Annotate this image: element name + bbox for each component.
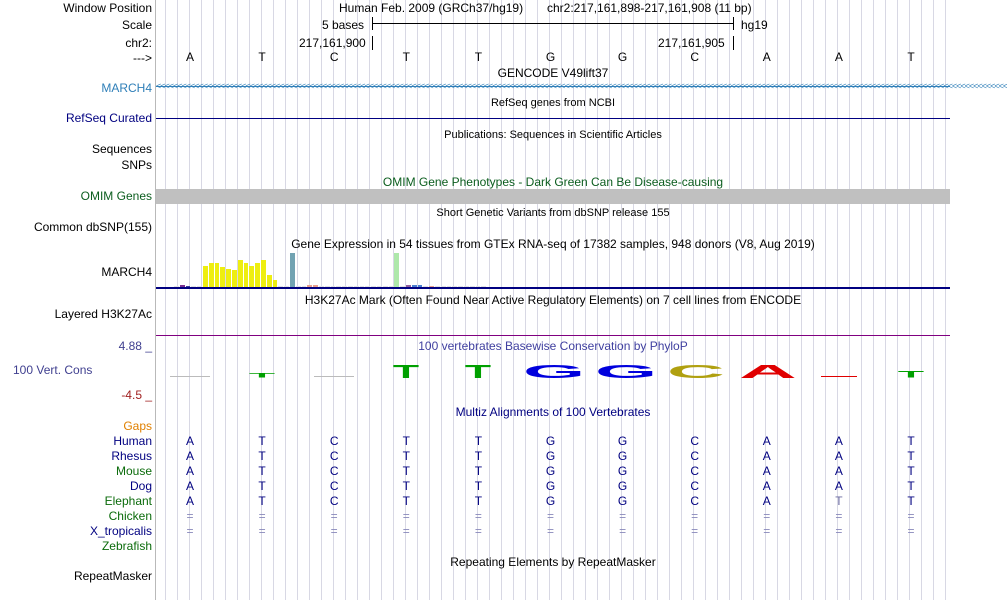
aligned-base: T (474, 479, 483, 493)
reference-base: T (258, 50, 266, 64)
aligned-base: A (834, 434, 843, 448)
aligned-base: A (834, 449, 843, 463)
omim-track-label[interactable]: OMIM Genes (80, 189, 152, 203)
aligned-base: = (619, 509, 627, 523)
aligned-base: T (258, 449, 266, 463)
aligned-base: C (690, 449, 700, 463)
gtex-tissue-bar[interactable] (226, 269, 231, 287)
gtex-tissue-bar[interactable] (203, 266, 208, 287)
species-label[interactable]: Zebrafish (101, 539, 152, 553)
aligned-base: C (329, 494, 339, 508)
h3k27ac-track-label[interactable]: Layered H3K27Ac (54, 307, 152, 321)
reference-base: C (690, 50, 700, 64)
aligned-base: T (474, 449, 483, 463)
aligned-base: = (619, 524, 627, 538)
aligned-base: T (258, 494, 266, 508)
aligned-base: T (474, 494, 483, 508)
gtex-tissue-bar[interactable] (238, 260, 243, 287)
phylop-min-label: -4.5 _ (121, 388, 152, 402)
reference-base: T (907, 50, 915, 64)
aligned-base: T (907, 464, 915, 478)
multiz-track-title: Multiz Alignments of 100 Vertebrates (455, 405, 651, 419)
gencode-track-label[interactable]: MARCH4 (101, 81, 152, 95)
aligned-base: T (402, 464, 410, 478)
phylop-base-glyph: G (594, 362, 657, 383)
aligned-base: C (329, 434, 339, 448)
aligned-base: T (907, 494, 915, 508)
phylop-track-title: 100 vertebrates Basewise Conservation by PhyloP (418, 339, 688, 353)
aligned-base: T (258, 464, 266, 478)
aligned-base: G (617, 479, 628, 493)
species-label[interactable]: Mouse (115, 464, 152, 478)
aligned-base: = (258, 524, 266, 538)
phylop-neutral-mark (170, 376, 210, 377)
gencode-gene-feature[interactable] (156, 80, 1007, 93)
reference-base: G (545, 50, 556, 64)
assembly-name: Human Feb. 2009 (GRCh37/hg19) (339, 1, 524, 15)
aligned-base: A (834, 479, 843, 493)
aligned-base: = (835, 509, 843, 523)
aligned-base: = (691, 524, 699, 538)
reference-base: A (185, 50, 194, 64)
gtex-tissue-bar[interactable] (249, 266, 254, 287)
aligned-base: = (330, 509, 338, 523)
gtex-tissue-bar[interactable] (209, 263, 214, 287)
reference-base: A (762, 50, 771, 64)
coord-tick-right (733, 36, 734, 50)
reference-base: T (402, 50, 410, 64)
aligned-base: T (907, 434, 915, 448)
aligned-base: = (546, 524, 554, 538)
phylop-base-glyph: T (465, 362, 492, 383)
refseq-track-label[interactable]: RefSeq Curated (65, 111, 152, 125)
aligned-base: T (258, 434, 266, 448)
aligned-base: = (835, 524, 843, 538)
aligned-base: T (907, 449, 915, 463)
aligned-base: C (690, 434, 700, 448)
coord-left: 217,161,900 (299, 36, 366, 50)
publications-track-label-sequences[interactable]: Sequences (91, 142, 152, 156)
species-label[interactable]: Rhesus (111, 449, 152, 463)
phylop-base-glyph: A (738, 362, 797, 383)
h3k27ac-track-title: H3K27Ac Mark (Often Found Near Active Regulatory Elements) on 7 cell lines from ENCODE (304, 293, 802, 307)
aligned-base: G (617, 494, 628, 508)
reference-base: A (834, 50, 843, 64)
repeatmasker-track-label[interactable]: RepeatMasker (73, 569, 152, 583)
gtex-track-label[interactable]: MARCH4 (101, 265, 152, 279)
gtex-tissue-bar[interactable] (261, 260, 266, 287)
publications-track-label-snps[interactable]: SNPs (121, 158, 152, 172)
repeatmasker-track-title: Repeating Elements by RepeatMasker (450, 555, 656, 569)
omim-track-title: OMIM Gene Phenotypes - Dark Green Can Be Disease-causing (382, 175, 724, 189)
h3k27ac-baseline (156, 335, 950, 336)
gtex-tissue-bar[interactable] (290, 253, 295, 287)
aligned-base: G (545, 494, 556, 508)
refseq-gene-line[interactable] (156, 118, 950, 119)
aligned-base: C (329, 449, 339, 463)
scale-bar (372, 23, 733, 24)
coord-right: 217,161,905 (658, 36, 725, 50)
aligned-base: A (762, 464, 771, 478)
aligned-base: = (474, 509, 482, 523)
aligned-base: = (474, 524, 482, 538)
gtex-bar-chart[interactable] (174, 253, 494, 287)
aligned-base: G (545, 464, 556, 478)
publications-track-title: Publications: Sequences in Scientific Articles (444, 129, 662, 141)
gtex-baseline (156, 287, 950, 289)
aligned-base: A (185, 479, 194, 493)
aligned-base: A (834, 464, 843, 478)
species-label[interactable]: Human (113, 434, 152, 448)
scale-label: Scale (121, 18, 152, 32)
refseq-track-title: RefSeq genes from NCBI (490, 97, 616, 109)
scale-bar-tick-right (733, 17, 734, 30)
aligned-base: = (258, 509, 266, 523)
aligned-base: = (691, 509, 699, 523)
aligned-base: A (762, 494, 771, 508)
aligned-base: = (402, 524, 410, 538)
aligned-base: C (690, 479, 700, 493)
db-name: hg19 (741, 18, 768, 32)
gencode-track-title: GENCODE V49lift37 (497, 66, 609, 80)
aligned-base: A (185, 464, 194, 478)
gtex-tissue-bar[interactable] (220, 267, 225, 287)
aligned-base: G (545, 479, 556, 493)
aligned-base: C (690, 464, 700, 478)
chr-label: chr2: (125, 36, 152, 50)
gtex-tissue-bar[interactable] (255, 263, 260, 287)
phylop-base-glyph: T (249, 371, 276, 379)
aligned-base: = (907, 524, 915, 538)
gtex-tissue-bar[interactable] (215, 263, 220, 287)
aligned-base: = (763, 524, 771, 538)
phylop-neutral-mark (314, 376, 354, 377)
gtex-track-title: Gene Expression in 54 tissues from GTEx RNA-seq of 17382 samples, 948 donors (V8, Aug 2019) (291, 237, 815, 251)
aligned-base: A (762, 449, 771, 463)
gtex-tissue-bar[interactable] (232, 270, 237, 287)
aligned-base: G (617, 434, 628, 448)
aligned-base: A (185, 434, 194, 448)
phylop-low-mark (821, 376, 857, 377)
phylop-base-glyph: T (897, 369, 925, 380)
aligned-base: T (907, 479, 915, 493)
gtex-tissue-bar[interactable] (273, 280, 278, 287)
aligned-base: T (402, 449, 410, 463)
window-position-label: Window Position (63, 1, 152, 15)
gtex-tissue-bar[interactable] (267, 275, 272, 287)
reference-base: T (474, 50, 483, 64)
aligned-base: T (402, 434, 410, 448)
aligned-base: = (546, 509, 554, 523)
reference-base: G (617, 50, 628, 64)
gtex-tissue-bar[interactable] (244, 263, 249, 287)
reference-base: C (329, 50, 339, 64)
aligned-base: = (330, 524, 338, 538)
dbsnp-track-label[interactable]: Common dbSNP(155) (33, 220, 152, 234)
aligned-base: G (617, 449, 628, 463)
aligned-base: = (186, 524, 194, 538)
phylop-max-label: 4.88 _ (118, 339, 152, 353)
phylop-base-glyph: C (666, 362, 725, 383)
scale-bar-tick-left (372, 17, 373, 30)
aligned-base: G (545, 449, 556, 463)
aligned-base: = (186, 509, 194, 523)
aligned-base: C (329, 479, 339, 493)
aligned-base: A (762, 434, 771, 448)
aligned-base: = (763, 509, 771, 523)
aligned-base: C (690, 494, 700, 508)
multiz-gaps-label[interactable]: Gaps (123, 419, 152, 433)
dbsnp-track-title: Short Genetic Variants from dbSNP release 155 (436, 207, 670, 219)
arrow-label: ---> (133, 51, 152, 65)
aligned-base: G (617, 464, 628, 478)
gtex-tissue-bar[interactable] (394, 253, 399, 287)
scale-text: 5 bases (322, 18, 365, 32)
species-label[interactable]: X_tropicalis (89, 524, 152, 538)
aligned-base: = (907, 509, 915, 523)
aligned-base: C (329, 464, 339, 478)
position-text: chr2:217,161,898-217,161,908 (11 bp) (547, 1, 752, 15)
aligned-base: A (185, 494, 194, 508)
species-label[interactable]: Chicken (108, 509, 152, 523)
strand-arrows: <<<<<<<<<<<<<<<<<<<<<<<<<<<<<<<<<<<<<<<<<<<<<<<<<<<<<<<<<<<<<<<<<<<<<<<<<<<<<<<<<<<<<<<<<<<<<<<<<<<<<<<<<<<<<<<<<<<<<<<<<<<<<<<<<<<<<<<<<<<<<<<<<<<<<<<<<<<<<<<<<<<<<<<<<<<<<<<<<<<<<<<<<<<<<<<<<<<<<<<< (156, 81, 1007, 91)
aligned-base: A (185, 449, 194, 463)
omim-gene-feature[interactable] (156, 189, 950, 204)
species-label[interactable]: Elephant (104, 494, 152, 508)
aligned-base: T (258, 479, 266, 493)
aligned-base: T (402, 494, 410, 508)
species-label[interactable]: Dog (129, 479, 152, 493)
phylop-track-label[interactable]: 100 Vert. Cons (13, 363, 93, 377)
aligned-base: T (474, 434, 483, 448)
aligned-base: T (474, 464, 483, 478)
aligned-base: = (402, 509, 410, 523)
coord-tick-left (372, 36, 373, 50)
aligned-base: T (835, 494, 843, 508)
phylop-base-glyph: G (522, 362, 585, 383)
aligned-base: G (545, 434, 556, 448)
aligned-base: A (762, 479, 771, 493)
phylop-base-glyph: T (393, 362, 420, 383)
aligned-base: T (402, 479, 410, 493)
